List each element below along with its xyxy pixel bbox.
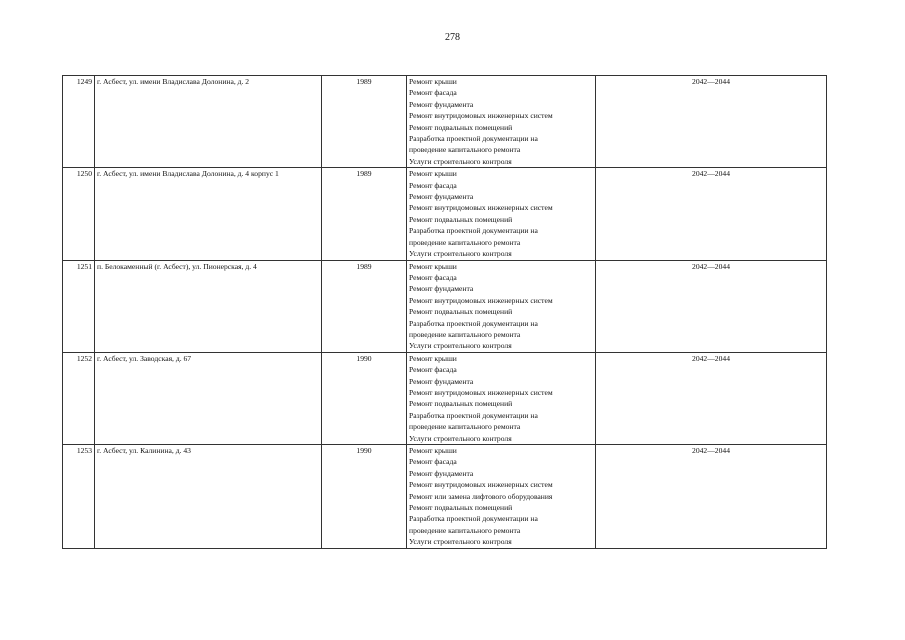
work-item: Услуги строительного контроля bbox=[409, 433, 512, 443]
work-item: Ремонт фасада bbox=[409, 272, 457, 282]
work-item: Ремонт подвальных помещений bbox=[409, 307, 513, 317]
work-item: Разработка проектной документации на bbox=[409, 410, 538, 420]
work-item: Услуги строительного контроля bbox=[409, 537, 512, 547]
work-item: Разработка проектной документации на bbox=[409, 226, 538, 236]
table-row bbox=[63, 352, 827, 444]
row-number-cell: 1252 bbox=[63, 352, 95, 444]
year-cell: 1989 bbox=[322, 76, 407, 168]
table-row bbox=[63, 168, 827, 260]
work-item: Ремонт внутридомовых инженерных систем bbox=[409, 295, 553, 305]
work-item: Ремонт внутридомовых инженерных систем bbox=[409, 387, 553, 397]
work-item: Ремонт фасада bbox=[409, 88, 457, 98]
work-item: проведение капитального ремонта bbox=[409, 237, 521, 247]
works-cell bbox=[407, 445, 596, 549]
table-row bbox=[63, 76, 827, 168]
work-item: Ремонт крыши bbox=[409, 353, 457, 363]
period-cell: 2042—2044 bbox=[596, 260, 827, 352]
year-cell: 1990 bbox=[322, 445, 407, 549]
work-item: Ремонт крыши bbox=[409, 446, 457, 455]
table-row bbox=[63, 260, 827, 352]
period-cell: 2042—2044 bbox=[596, 352, 827, 444]
work-item: Услуги строительного контроля bbox=[409, 249, 512, 259]
work-item: Ремонт фундамента bbox=[409, 99, 474, 109]
row-number-cell: 1251 bbox=[63, 260, 95, 352]
work-item: Ремонт фундамента bbox=[409, 284, 474, 294]
work-item: Ремонт фасада bbox=[409, 457, 457, 467]
work-item: проведение капитального ремонта bbox=[409, 329, 521, 339]
row-number-cell: 1253 bbox=[63, 445, 95, 549]
work-item: Ремонт фасада bbox=[409, 365, 457, 375]
address-cell: г. Асбест, ул. имени Владислава Долонина, д. 4 корпус 1 bbox=[95, 168, 322, 260]
work-item: Ремонт фундамента bbox=[409, 376, 474, 386]
work-item: Ремонт внутридомовых инженерных систем bbox=[409, 480, 553, 490]
table-body bbox=[63, 76, 827, 549]
work-item: Ремонт крыши bbox=[409, 261, 457, 271]
year-cell: 1989 bbox=[322, 168, 407, 260]
year-cell: 1989 bbox=[322, 260, 407, 352]
work-item: Ремонт подвальных помещений bbox=[409, 122, 513, 132]
address-cell: п. Белокаменный (г. Асбест), ул. Пионерская, д. 4 bbox=[95, 260, 322, 352]
work-item: проведение капитального ремонта bbox=[409, 422, 521, 432]
row-number-cell: 1249 bbox=[63, 76, 95, 168]
works-cell bbox=[407, 260, 596, 352]
address-cell: г. Асбест, ул. Заводская, д. 67 bbox=[95, 352, 322, 444]
work-item: проведение капитального ремонта bbox=[409, 145, 521, 155]
work-item: проведение капитального ремонта bbox=[409, 525, 521, 535]
work-item: Ремонт крыши bbox=[409, 77, 457, 86]
works-cell bbox=[407, 352, 596, 444]
work-item: Услуги строительного контроля bbox=[409, 341, 512, 351]
works-cell bbox=[407, 168, 596, 260]
repair-schedule-table bbox=[62, 75, 827, 549]
page-number: 278 bbox=[445, 32, 460, 43]
address-cell: г. Асбест, ул. имени Владислава Долонина, д. 2 bbox=[95, 76, 322, 168]
work-item: Разработка проектной документации на bbox=[409, 514, 538, 524]
work-item: Ремонт внутридомовых инженерных систем bbox=[409, 203, 553, 213]
work-item: Ремонт подвальных помещений bbox=[409, 399, 513, 409]
work-item: Ремонт фундамента bbox=[409, 468, 474, 478]
year-cell: 1990 bbox=[322, 352, 407, 444]
work-item: Ремонт внутридомовых инженерных систем bbox=[409, 111, 553, 121]
work-item: Ремонт подвальных помещений bbox=[409, 503, 513, 513]
work-item: Разработка проектной документации на bbox=[409, 318, 538, 328]
work-item: Ремонт фундамента bbox=[409, 192, 474, 202]
period-cell: 2042—2044 bbox=[596, 76, 827, 168]
period-cell: 2042—2044 bbox=[596, 168, 827, 260]
work-item: Ремонт крыши bbox=[409, 169, 457, 179]
work-item: Ремонт подвальных помещений bbox=[409, 214, 513, 224]
period-cell: 2042—2044 bbox=[596, 445, 827, 549]
works-cell bbox=[407, 76, 596, 168]
address-cell: г. Асбест, ул. Калинина, д. 43 bbox=[95, 445, 322, 549]
row-number-cell: 1250 bbox=[63, 168, 95, 260]
work-item: Ремонт фасада bbox=[409, 180, 457, 190]
table-row bbox=[63, 445, 827, 549]
work-item: Ремонт или замена лифтового оборудования bbox=[409, 491, 553, 501]
work-item: Услуги строительного контроля bbox=[409, 156, 512, 166]
work-item: Разработка проектной документации на bbox=[409, 134, 538, 144]
